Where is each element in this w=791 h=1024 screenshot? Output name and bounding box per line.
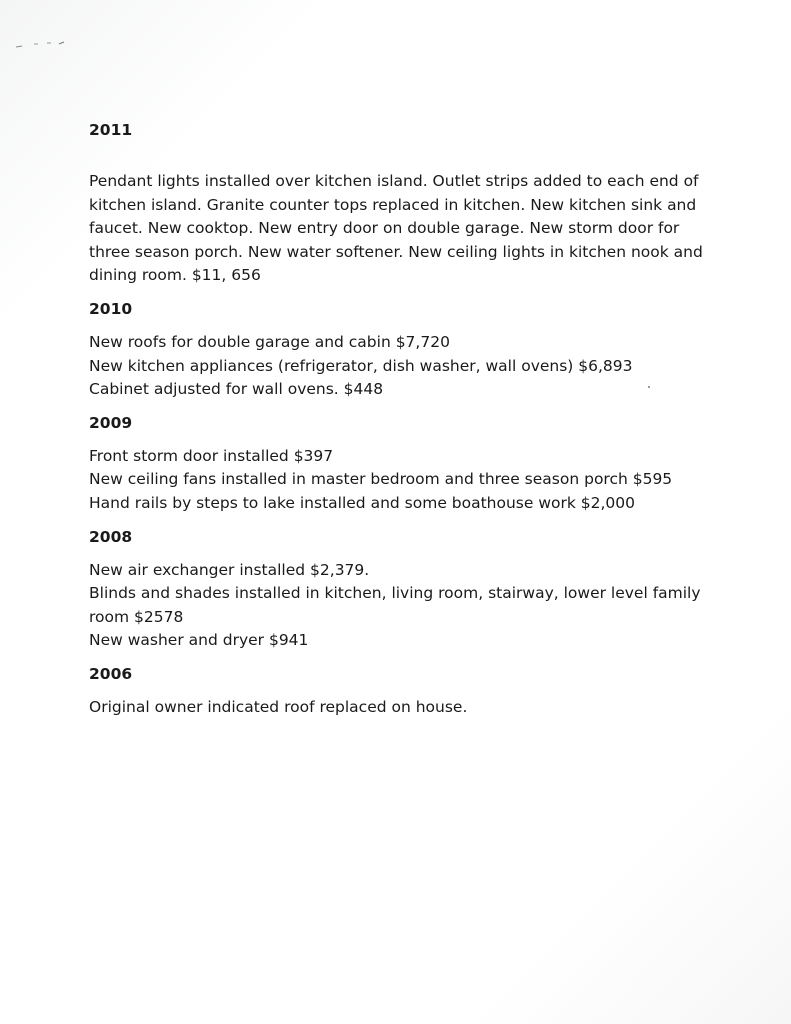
section-line: Original owner indicated roof replaced on house. [89,697,468,716]
year-heading: 2006 [89,664,133,683]
section-line: Cabinet adjusted for wall ovens. $448 [89,380,384,399]
section-line: Front storm door installed $397 [89,446,334,465]
section-line: New roofs for double garage and cabin $7,720 [89,332,450,351]
year-heading: 2009 [89,413,133,432]
year-section-2008 [89,525,719,653]
year-section-2009 [89,411,719,516]
section-paragraph: Pendant lights installed over kitchen island. Outlet strips added to each end of kitchen island. Granite counter tops replaced in kitchen. New kitchen sink and faucet. New cooktop. New entry door on double garage. New storm door for three season porch. New water softener. New ceiling lights in kitchen nook and dining room. $11, 656 [89,172,703,285]
section-line: Blinds and shades installed in kitchen, living room, stairway, lower level family room $2578 [89,584,701,626]
year-heading: 2010 [89,299,133,318]
section-line: New kitchen appliances (refrigerator, dish washer, wall ovens) $6,893 [89,356,633,375]
year-heading: 2008 [89,527,133,546]
section-line: New ceiling fans installed in master bedroom and three season porch $595 [89,470,673,489]
scan-artifact-marks [14,38,74,50]
year-heading: 2011 [89,121,133,139]
year-section-2010 [89,297,719,402]
section-line: New air exchanger installed $2,379. [89,560,370,579]
section-line: Hand rails by steps to lake installed and some boathouse work $2,000 [89,493,636,512]
year-section-2011 [89,118,719,288]
section-line: New washer and dryer $941 [89,631,309,650]
document-body [89,118,719,729]
year-section-2006 [89,662,719,720]
